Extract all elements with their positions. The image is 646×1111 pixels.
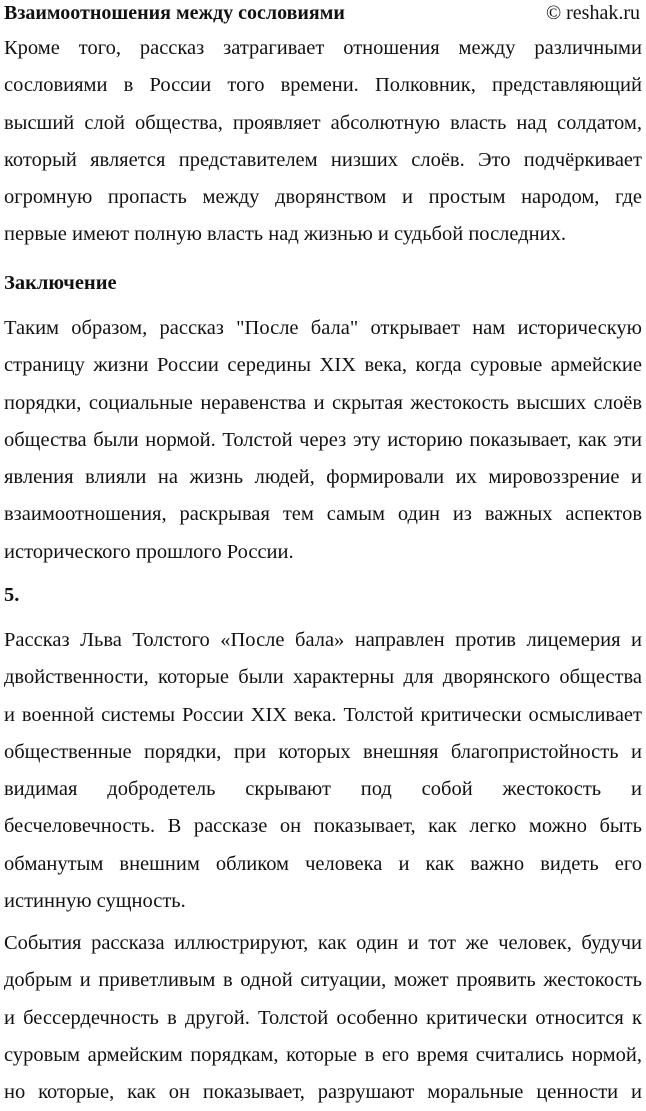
copyright: © reshak.ru: [545, 2, 640, 24]
text-line: видимая добродетель скрывают под собой жестокость и: [4, 778, 642, 801]
text-line: сословиями в России того времени. Полковник, представляющий: [4, 74, 642, 97]
paragraph-3: [4, 622, 642, 920]
text-line: бесчеловечность. В рассказе он показывает, как легко можно быть: [4, 815, 642, 838]
text-line: добрым и приветливым в одной ситуации, может проявить жестокость: [4, 969, 642, 992]
text-line: огромную пропасть между дворянством и простым народом, где: [4, 186, 642, 209]
page-header: [4, 0, 640, 26]
text-line: Кроме того, рассказ затрагивает отношения между различными: [4, 37, 642, 59]
heading-5: 5.: [4, 584, 20, 606]
text-line: и бессердечность в другой. Толстой особенно критически относится к: [4, 1006, 642, 1029]
text-line: высший слой общества, проявляет абсолютную власть над солдатом,: [4, 111, 642, 134]
text-line: обманутым внешним обликом человека и как важно видеть его: [4, 852, 642, 875]
section-title: Взаимоотношения между сословиями: [4, 2, 345, 24]
text-line: двойственности, которые были характерны для дворянского общества: [4, 666, 642, 689]
text-line: который является представителем низших слоёв. Это подчёркивает: [4, 148, 642, 171]
text-line: истинную сущность.: [4, 890, 186, 913]
text-line: и военной системы России XIX века. Толстой критически осмысливает: [4, 703, 642, 726]
paragraph-2: [4, 310, 642, 571]
text-line: но которые, как он показывает, разрушают моральные ценности и: [4, 1081, 642, 1104]
heading-conclusion: Заключение: [4, 272, 117, 294]
text-line: страницу жизни России середины XIX века, когда суровые армейские: [4, 354, 642, 377]
text-line: исторического прошлого России.: [4, 540, 294, 563]
text-line: общества были нормой. Толстой через эту историю показывает, как эти: [4, 428, 642, 451]
text-line: первые имеют полную власть над жизнью и судьбой последних.: [4, 223, 566, 246]
text-line: взаимоотношения, раскрывая тем самым один из важных аспектов: [4, 503, 642, 526]
text-line: Таким образом, рассказ "После бала" открывает нам историческую: [4, 317, 642, 339]
text-line: порядки, социальные неравенства и скрытая жестокость высших слоёв: [4, 391, 642, 414]
paragraph-4: [4, 925, 642, 1111]
text-line: суровым армейским порядкам, которые в его время считались нормой,: [4, 1043, 642, 1066]
text-line: общественные порядки, при которых внешняя благопристойность и: [4, 740, 642, 763]
paragraph-1: [4, 30, 642, 254]
text-line: Рассказ Льва Толстого «После бала» направлен против лицемерия и: [4, 629, 642, 651]
text-line: События рассказа иллюстрируют, как один и тот же человек, будучи: [4, 932, 642, 954]
text-line: явления влияли на жизнь людей, формировали их мировоззрение и: [4, 466, 642, 489]
